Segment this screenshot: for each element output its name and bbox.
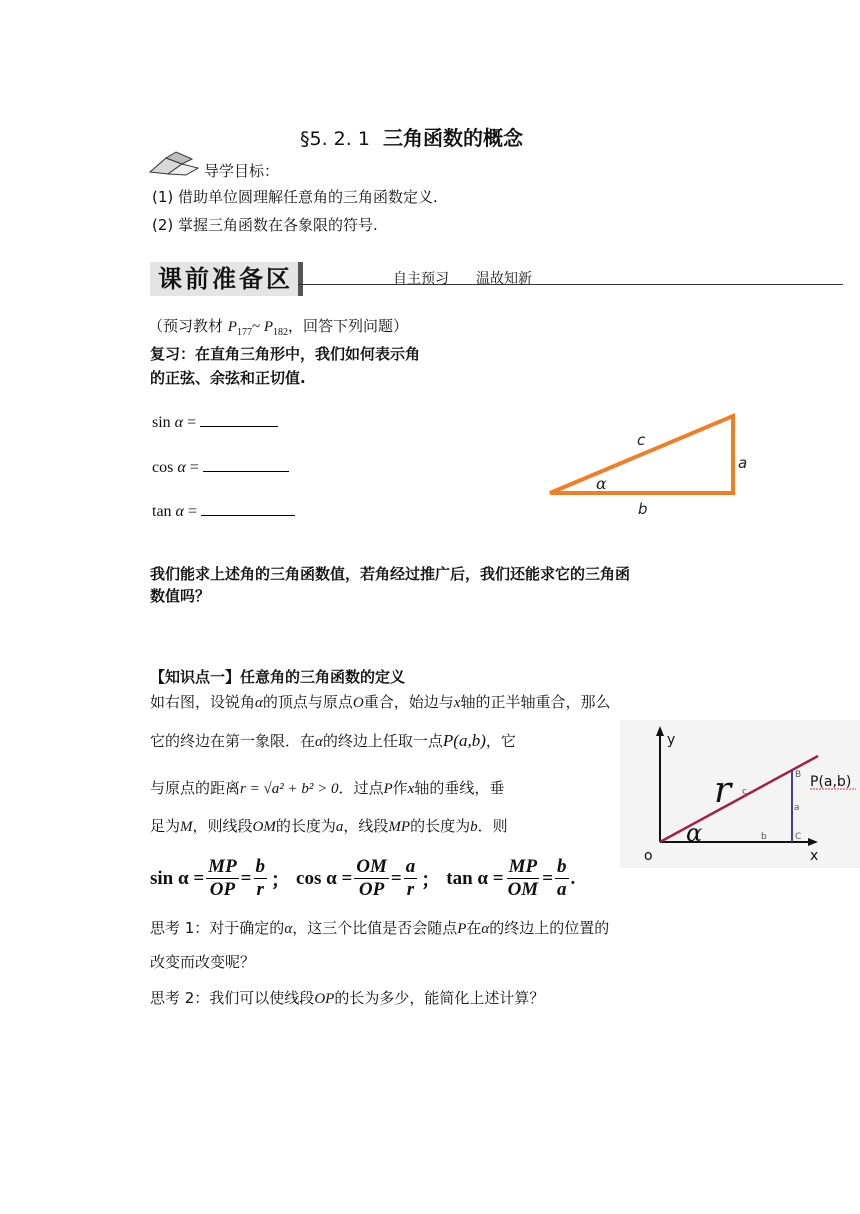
coordinate-figure — [620, 720, 860, 868]
side-c-label: c — [637, 431, 646, 449]
x-axis-label: x — [810, 848, 819, 864]
sin-fraction-2: $\frac{b}{r}$ — [255, 856, 265, 900]
vertex-C-label: C — [795, 832, 802, 842]
right-triangle-figure — [540, 400, 760, 525]
preview-note: （预习教材 $P_{177}\sim$ $P_{182}$，回答下列问题） — [148, 317, 409, 338]
cos-fraction-2: $\frac{a}{r}$ — [405, 856, 416, 900]
side-b-label: b — [761, 832, 767, 842]
vertex-B-label: B — [795, 770, 802, 780]
origin-label: o — [644, 848, 653, 864]
trig-definitions: sin α = $\frac{MP}{OP}$ = $\frac{b}{r}$ ； cos α = $\frac{OM}{OP}$ = $\frac{a}{r}$ ； tan α = $\frac{MP}{OM}$ = $\frac{b}{a}$ . — [150, 856, 576, 900]
cos-blank[interactable] — [203, 455, 289, 472]
knowledge-heading: 【知识点一】任意角的三角函数的定义 — [150, 668, 406, 686]
objectives-heading: 导学目标： — [204, 162, 280, 180]
banner-rule — [298, 284, 843, 285]
sin-fraction-1: $\frac{MP}{OP}$ — [208, 856, 237, 900]
section-number: §5. 2. 1 — [300, 128, 370, 150]
side-a-label: a — [794, 803, 800, 813]
knowledge-paragraph-line-1: 如右图，设锐角α的顶点与原点O重合，始边与x轴的正半轴重合，那么 — [150, 693, 611, 711]
question-line-1: 我们能求上述角的三角函数值，若角经过推广后，我们还能求它的三角函 — [150, 565, 631, 583]
tan-fraction-2: $\frac{b}{a}$ — [557, 856, 567, 900]
sin-blank[interactable] — [200, 410, 278, 427]
knowledge-paragraph-line-2: 它的终边在第一象限．在α的终边上任取一点P(a,b)，它 — [150, 731, 516, 750]
review-line-1: 复习：在直角三角形中，我们如何表示角 — [150, 345, 421, 363]
hypotenuse-c-label: c — [742, 787, 747, 797]
sin-definition-lhs: sin α = — [150, 867, 205, 889]
cos-blank-formula: cos α = — [152, 455, 289, 477]
side-b-label: b — [638, 500, 648, 518]
review-line-2: 的正弦、余弦和正切值. — [150, 369, 306, 387]
tan-blank-formula: tan α = — [152, 499, 295, 521]
tan-fraction-1: $\frac{MP}{OM}$ — [507, 856, 539, 900]
angle-alpha-label: α — [596, 474, 607, 493]
section-title: 三角函数的概念 — [383, 126, 524, 150]
banner-title: 课前准备区 — [158, 265, 293, 293]
sin-blank-formula: sin α = — [152, 410, 278, 432]
question-line-2: 数值吗？ — [150, 587, 211, 605]
cos-definition-lhs: cos α = — [296, 867, 353, 889]
tan-definition-lhs: tan α = — [446, 867, 504, 889]
angle-alpha-label: α — [686, 819, 703, 847]
knowledge-paragraph-line-4: 足为M，则线段OM的长度为a，线段MP的长度为b．则 — [150, 817, 508, 835]
objective-item-2: (2) 掌握三角函数在各象限的符号. — [152, 216, 378, 234]
radius-r-label: r — [714, 770, 732, 811]
thinking-1-line-1: 思考 1：对于确定的α，这三个比值是否会随点P在α的终边上的位置的 — [150, 919, 610, 937]
knowledge-paragraph-line-3: 与原点的距离r = √a² + b² > 0．过点P作x轴的垂线，垂 — [150, 779, 505, 797]
banner-subtitle-1: 自主预习 — [393, 272, 449, 287]
y-axis-label: y — [667, 732, 676, 748]
objective-item-1: (1) 借助单位圆理解任意角的三角函数定义. — [152, 188, 438, 206]
book-icon — [146, 150, 206, 176]
side-a-label: a — [738, 454, 748, 472]
figure-background — [620, 720, 860, 868]
cos-fraction-1: $\frac{OM}{OP}$ — [356, 856, 387, 900]
point-P-label: P(a,b) — [810, 774, 852, 790]
tan-blank[interactable] — [201, 499, 295, 516]
thinking-2: 思考 2：我们可以使线段OP的长为多少，能简化上述计算？ — [150, 989, 545, 1007]
banner-subtitle-2: 温故知新 — [476, 272, 532, 287]
thinking-1-line-2: 改变而改变呢？ — [150, 953, 256, 971]
section-banner — [150, 262, 303, 296]
page-title — [300, 122, 523, 151]
triangle-shape — [550, 416, 733, 493]
